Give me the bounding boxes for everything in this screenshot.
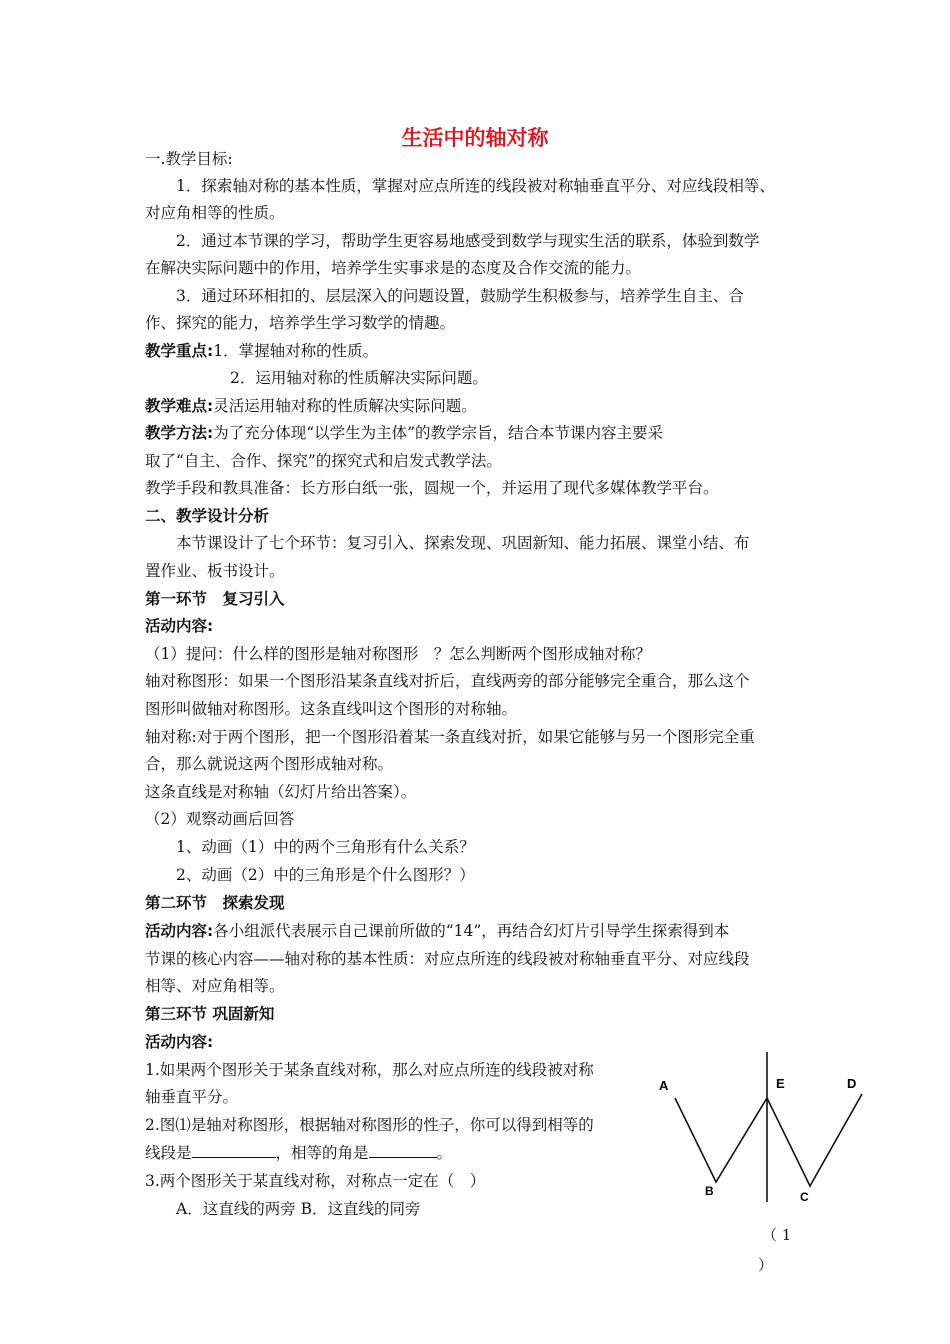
tools-text: 教学手段和教具准备：长方形白纸一张，圆规一个，并运用了现代多媒体教学平台。 (145, 479, 719, 497)
step2-activity-label: 活动内容: (145, 922, 214, 940)
point-label-a: A (659, 1078, 669, 1093)
goal3-line1: 3．通过环环相扣的、层层深入的问题设置，鼓励学生积极参与，培养学生自主、合 (176, 287, 744, 305)
question-2-item-1: 1、动画（1）中的两个三角形有什么关系？ (176, 838, 475, 856)
goal3-line2: 作、探究的能力，培养学生学习数学的情趣。 (145, 314, 456, 332)
problem2-angles-label: ，相等的角是 (275, 1144, 369, 1162)
key-points-row (145, 340, 825, 362)
step2-activity-row (145, 920, 825, 942)
step3-heading: 第三环节 巩固新知 (145, 1005, 275, 1023)
difficulty-row (145, 395, 825, 417)
symmetry-figure (650, 1050, 880, 1280)
segments-answer-blank[interactable] (192, 1143, 276, 1158)
definition1-line2: 图形叫做轴对称图形。这条直线叫这个图形的对称轴。 (145, 700, 518, 718)
activity-label: 活动内容: (145, 617, 214, 635)
problem2-segments-label: 线段是 (145, 1144, 192, 1162)
question-2: （2）观察动画后回答 (145, 810, 295, 828)
point-label-e: E (776, 1076, 785, 1091)
point-label-d: D (847, 1076, 857, 1091)
question-1: （1）提问：什么样的图形是轴对称图形 ？怎么判断两个图形成轴对称？ (145, 645, 651, 663)
figure-caption-line1: （ 1 (762, 1226, 792, 1244)
step2-activity-text-1: 各小组派代表展示自己课前所做的“14”，再结合幻灯片引导学生探索得到本 (213, 922, 730, 940)
definition2-line3: 这条直线是对称轴（幻灯片给出答案）。 (145, 783, 417, 801)
section2-heading: 二、教学设计分析 (145, 507, 270, 525)
section2-line1: 本节课设计了七个环节：复习引入、探索发现、巩固新知、能力拓展、课堂小结、布 (176, 534, 750, 552)
problem2-line2 (145, 1142, 645, 1164)
method-text-2: 取了“自主、合作、探究”的探究式和启发式教学法。 (145, 452, 502, 470)
point-label-b: B (705, 1184, 714, 1198)
difficulty-text: 灵活运用轴对称的性质解决实际问题。 (213, 397, 477, 415)
step1-heading: 第一环节 复习引入 (145, 590, 285, 608)
problem2-period: 。 (436, 1144, 453, 1162)
step2-heading: 第二环节 探索发现 (145, 894, 285, 912)
step2-activity-text-3: 相等、对应角相等。 (145, 977, 285, 995)
figure-caption-line2: ） (758, 1256, 774, 1274)
problem2-line1: 2.图⑴是轴对称图形，根据轴对称图形的性子，你可以得到相等的 (145, 1116, 594, 1134)
goal2-line2: 在解决实际问题中的作用，培养学生实事求是的态度及合作交流的能力。 (145, 259, 642, 277)
problem1-line1: 1.如果两个图形关于某条直线对称，那么对应点所连的线段被对称 (145, 1061, 594, 1079)
goal2-line1: 2．通过本节课的学习，帮助学生更容易地感受到数学与现实生活的联系，体验到数学 (176, 232, 760, 250)
key-point-1: 1．掌握轴对称的性质。 (213, 342, 379, 360)
goal1-line2: 对应角相等的性质。 (145, 204, 285, 222)
method-label: 教学方法: (145, 424, 214, 442)
section2-line2: 置作业、板书设计。 (145, 562, 285, 580)
angles-answer-blank[interactable] (369, 1143, 437, 1158)
method-row (145, 422, 825, 444)
page-title: 生活中的轴对称 (401, 126, 549, 150)
key-point-2: 2．运用轴对称的性质解决实际问题。 (230, 369, 488, 387)
problem3-line: 3.两个图形关于某直线对称，对称点一定在（ ） (145, 1172, 486, 1190)
problem1-line2: 轴垂直平分。 (145, 1088, 239, 1106)
step3-activity-label: 活动内容: (145, 1033, 214, 1051)
difficulty-label: 教学难点: (145, 397, 214, 415)
definition1-line1: 轴对称图形：如果一个图形沿某条直线对折后，直线两旁的部分能够完全重合，那么这个 (145, 672, 750, 690)
definition2-line1: 轴对称:对于两个图形，把一个图形沿着某一条直线对折，如果它能够与另一个图形完全重 (145, 728, 755, 746)
step2-activity-text-2: 节课的核心内容——轴对称的基本性质：对应点所连的线段被对称轴垂直平分、对应线段 (145, 950, 750, 968)
definition2-line2: 合，那么就说这两个图形成轴对称。 (145, 755, 394, 773)
problem3-options: A．这直线的两旁 B．这直线的同旁 (176, 1200, 421, 1218)
key-points-label: 教学重点: (145, 342, 214, 360)
section1-heading: 一.教学目标: (145, 150, 233, 168)
question-2-item-2: 2、动画（2）中的三角形是个什么图形？） (176, 866, 475, 884)
method-text-1: 为了充分体现“以学生为主体”的教学宗旨，结合本节课内容主要采 (213, 424, 664, 442)
point-label-c: C (800, 1190, 809, 1204)
goal1-line1: 1．探索轴对称的基本性质，掌握对应点所连的线段被对称轴垂直平分、对应线段相等、 (176, 177, 775, 195)
w-shape-polyline (675, 1094, 862, 1186)
